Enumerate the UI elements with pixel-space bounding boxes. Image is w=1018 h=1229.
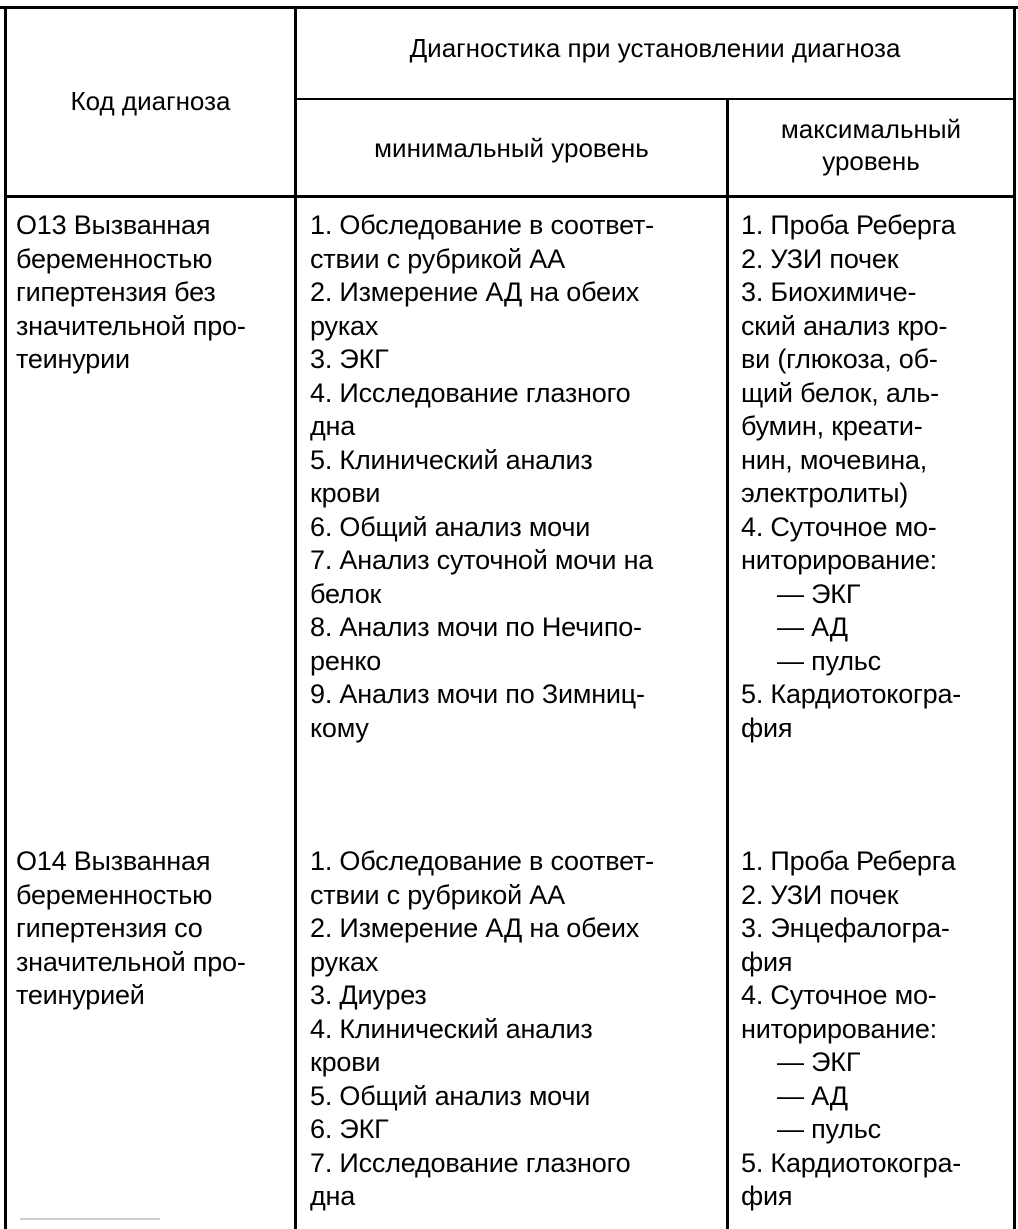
min-item-line: 4. Исследование глазного [310, 377, 631, 408]
max-item-line: — пульс [777, 645, 881, 676]
min-item-line: 6. ЭКГ [310, 1114, 389, 1144]
code-line: гипертензия со [16, 913, 203, 943]
code-line: значительной про- [16, 946, 246, 977]
max-item-line: 2. УЗИ почек [741, 243, 899, 274]
max-item-line: — АД [777, 612, 848, 642]
max-item-line: ви (глюкоза, об- [741, 344, 938, 374]
min-item-line: 7. Исследование глазного [310, 1147, 631, 1178]
header-subdivider [296, 98, 1016, 100]
code-line: беременностью [16, 879, 213, 910]
max-item-line: — ЭКГ [777, 578, 861, 609]
max-item-line: — ЭКГ [777, 1047, 861, 1077]
code-line: беременностью [16, 243, 213, 274]
max-item-line: 1. Проба Реберга [741, 210, 956, 240]
min-item-line: дна [310, 411, 356, 441]
max-level-header-line: максимальный [780, 114, 962, 144]
row-o14-min [310, 845, 654, 1214]
min-item-line: 4. Клинический анализ [310, 1013, 593, 1044]
max-item-line: ниторирование: [741, 545, 937, 575]
table-left-border [4, 6, 7, 1229]
row-o14-max [741, 845, 961, 1214]
max-level-header [729, 113, 1013, 177]
min-item-line: 6. Общий анализ мочи [310, 511, 591, 542]
code-line: О13 Вызванная [16, 210, 211, 240]
code-line: теинурией [16, 980, 145, 1010]
max-item-line: 5. Кардиотокогра- [741, 1147, 962, 1178]
min-item-line: руках [310, 310, 379, 341]
max-item-line: бумин, креати- [741, 411, 923, 441]
diagnostics-header-label: Диагностика при установлении диагноза [409, 33, 901, 63]
min-item-line: ренко [310, 645, 382, 676]
code-line: О14 Вызванная [16, 846, 211, 876]
max-item-line: 1. Проба Реберга [741, 846, 956, 876]
min-item-line: ствии с рубрикой АА [310, 243, 565, 274]
min-item-line: 1. Обследование в соответ- [310, 210, 654, 240]
min-item-line: 3. Диурез [310, 980, 427, 1010]
min-item-line: крови [310, 1047, 381, 1077]
min-item-line: ствии с рубрикой АА [310, 879, 565, 910]
code-line: гипертензия без [16, 277, 216, 307]
min-item-line: дна [310, 1181, 356, 1211]
max-level-header-line: уровень [822, 146, 920, 176]
min-item-line: 5. Общий анализ мочи [310, 1080, 591, 1111]
row-o14-code [16, 845, 246, 1013]
min-level-header-label: минимальный уровень [374, 133, 649, 163]
max-item-line: фия [741, 946, 793, 977]
min-item-line: 2. Измерение АД на обеих [310, 277, 640, 307]
max-item-line: 4. Суточное мо- [741, 980, 937, 1010]
min-item-line: крови [310, 478, 381, 508]
max-item-line: 2. УЗИ почек [741, 879, 899, 910]
table-top-border [0, 6, 1018, 9]
max-item-line: ниторирование: [741, 1013, 937, 1044]
min-item-line: 1. Обследование в соответ- [310, 846, 654, 876]
column-divider-2 [726, 98, 729, 1229]
max-item-line: 4. Суточное мо- [741, 511, 937, 542]
code-line: теинурии [16, 344, 130, 374]
header-bottom-border [4, 195, 1016, 198]
column-divider-1 [294, 6, 297, 1229]
min-item-line: 3. ЭКГ [310, 344, 389, 374]
min-item-line: 5. Клинический анализ [310, 444, 593, 475]
code-line: значительной про- [16, 310, 246, 341]
max-item-line: 3. Энцефалогра- [741, 913, 950, 943]
table-right-border [1013, 6, 1016, 1229]
max-item-line: — АД [777, 1080, 848, 1111]
max-item-line: ский анализ кро- [741, 310, 948, 341]
min-item-line: руках [310, 946, 379, 977]
min-item-line: 9. Анализ мочи по Зимниц- [310, 679, 645, 709]
max-item-line: электролиты) [741, 478, 909, 508]
diagnostics-header [297, 32, 1013, 64]
max-item-line: 3. Биохимиче- [741, 277, 917, 307]
code-header [7, 85, 294, 117]
min-item-line: кому [310, 712, 369, 743]
row-o13-min [310, 209, 654, 745]
max-item-line: фия [741, 1181, 793, 1211]
min-level-header [297, 132, 726, 164]
max-item-line: 5. Кардиотокогра- [741, 679, 962, 709]
min-item-line: 7. Анализ суточной мочи на [310, 545, 654, 575]
max-item-line: щий белок, аль- [741, 377, 939, 408]
max-item-line: нин, мочевина, [741, 444, 928, 475]
min-item-line: 2. Измерение АД на обеих [310, 913, 640, 943]
min-item-line: 8. Анализ мочи по Нечипо- [310, 612, 642, 642]
code-header-label: Код диагноза [70, 86, 231, 116]
max-item-line: — пульс [777, 1114, 881, 1144]
row-o13-code [16, 209, 246, 377]
row-o13-max [741, 209, 961, 745]
min-item-line: белок [310, 578, 382, 609]
scan-speck [20, 1218, 160, 1220]
max-item-line: фия [741, 712, 793, 743]
